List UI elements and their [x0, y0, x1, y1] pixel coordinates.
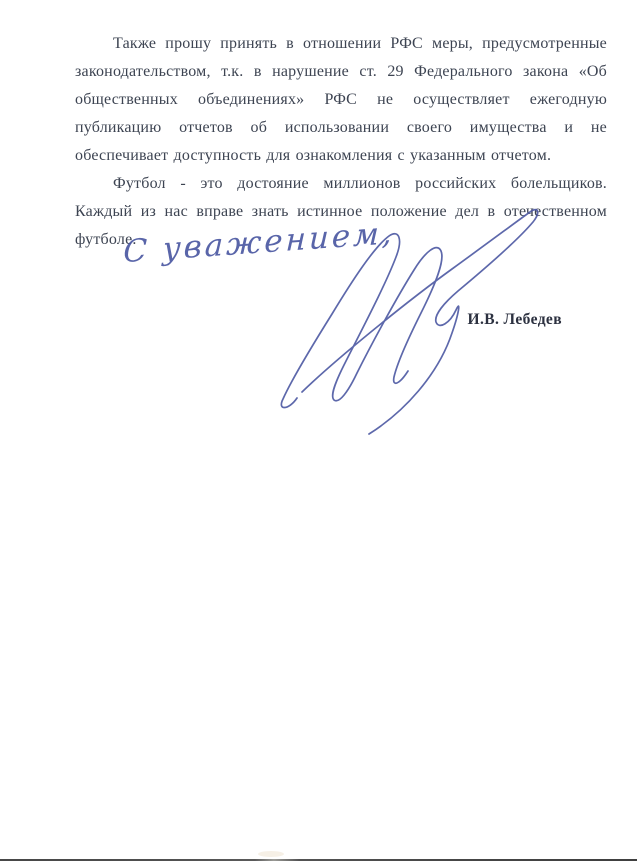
paragraph-football-statement: Футбол - это достояние миллионов российских болельщиков. Каждый из нас вправе знать истинное положение дел в отечественном футболе. — [75, 175, 607, 248]
scan-edge-line — [0, 859, 637, 861]
paragraph-legal-measures: Также прошу принять в отношении РФС меры, предусмотренные законодательством, т.к. в нарушение ст. 29 Федерального закона «Об общественных объединениях» РФС не осуществляет ежегодную публикацию отчетов об использовании своего имущества и не обеспечивает доступность для ознакомления с указанным отчетом. — [75, 35, 607, 164]
scan-smudge — [258, 851, 284, 857]
closing-handwritten-text: С уважением, — [122, 215, 396, 271]
signatory-name: И.В. Лебедев — [467, 311, 562, 328]
